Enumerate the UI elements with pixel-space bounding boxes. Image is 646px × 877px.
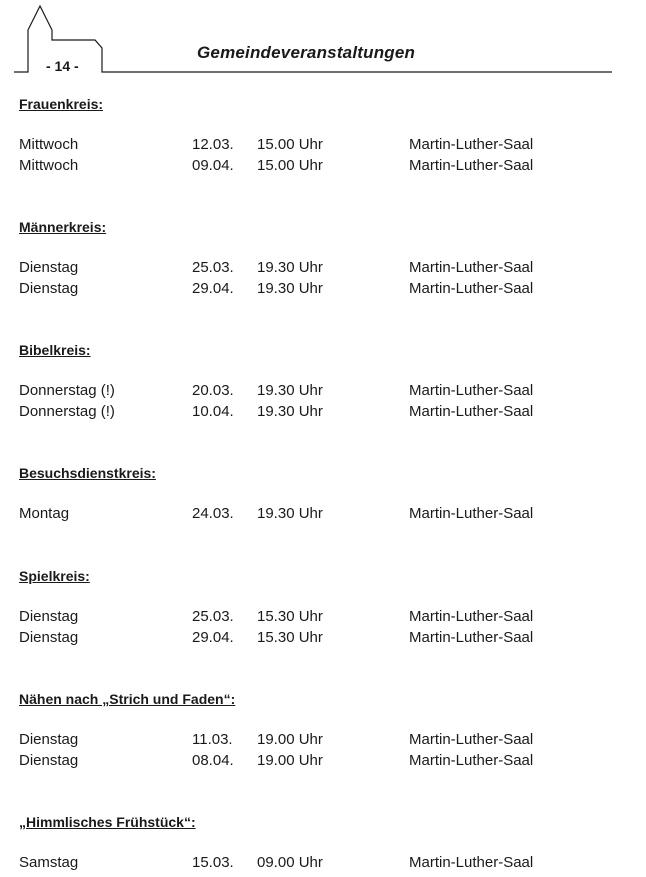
event-place: Martin-Luther-Saal (409, 136, 534, 153)
event-date: 29.04. (192, 280, 234, 297)
event-day: Dienstag (19, 608, 79, 625)
section-naehen (19, 689, 629, 771)
page-number: - 14 - (46, 58, 79, 74)
event-row (19, 401, 629, 422)
event-time: 09.00 Uhr (257, 854, 323, 871)
event-day: Donnerstag (!) (19, 382, 115, 399)
event-time: 15.00 Uhr (257, 157, 323, 174)
section-title: Frauenkreis: (19, 96, 104, 112)
event-day: Mittwoch (19, 136, 79, 153)
event-row (19, 852, 629, 873)
event-time: 19.00 Uhr (257, 731, 323, 748)
event-time: 19.30 Uhr (257, 505, 323, 522)
event-place: Martin-Luther-Saal (409, 280, 534, 297)
event-place: Martin-Luther-Saal (409, 854, 534, 871)
section-bibelkreis (19, 340, 629, 422)
event-row (19, 606, 629, 627)
event-place: Martin-Luther-Saal (409, 629, 534, 646)
event-day: Dienstag (19, 752, 79, 769)
section-title: Bibelkreis: (19, 342, 91, 358)
event-day: Dienstag (19, 280, 79, 297)
event-row (19, 729, 629, 750)
section-title: Spielkreis: (19, 568, 90, 584)
event-time: 19.30 Uhr (257, 382, 323, 399)
event-row (19, 380, 629, 401)
event-time: 19.30 Uhr (257, 403, 323, 420)
event-date: 12.03. (192, 136, 234, 153)
event-row (19, 503, 629, 524)
event-date: 09.04. (192, 157, 234, 174)
event-row (19, 750, 629, 771)
event-date: 08.04. (192, 752, 234, 769)
event-date: 25.03. (192, 259, 234, 276)
church-outline-icon (0, 0, 646, 80)
event-place: Martin-Luther-Saal (409, 608, 534, 625)
event-date: 24.03. (192, 505, 234, 522)
page-header (0, 0, 646, 80)
event-row (19, 155, 629, 176)
event-time: 19.30 Uhr (257, 259, 323, 276)
event-date: 11.03. (192, 731, 233, 748)
page-title: Gemeindeveranstaltungen (197, 43, 416, 62)
event-date: 25.03. (192, 608, 234, 625)
event-row (19, 627, 629, 648)
event-time: 15.00 Uhr (257, 136, 323, 153)
section-title: Nähen nach „Strich und Faden“: (19, 691, 236, 707)
section-title: Besuchsdienstkreis: (19, 465, 156, 481)
event-date: 10.04. (192, 403, 234, 420)
section-maennerkreis (19, 217, 629, 299)
event-row (19, 257, 629, 278)
event-row (19, 134, 629, 155)
event-place: Martin-Luther-Saal (409, 382, 534, 399)
event-date: 15.03. (192, 854, 234, 871)
event-place: Martin-Luther-Saal (409, 752, 534, 769)
section-himmlisches-fruehstueck (19, 812, 629, 873)
section-besuchsdienstkreis (19, 463, 629, 524)
event-date: 20.03. (192, 382, 234, 399)
event-place: Martin-Luther-Saal (409, 731, 534, 748)
event-date: 29.04. (192, 629, 234, 646)
event-time: 19.00 Uhr (257, 752, 323, 769)
event-row (19, 278, 629, 299)
event-time: 15.30 Uhr (257, 608, 323, 625)
event-day: Samstag (19, 854, 79, 871)
event-place: Martin-Luther-Saal (409, 403, 534, 420)
event-time: 19.30 Uhr (257, 280, 323, 297)
event-day: Dienstag (19, 731, 79, 748)
section-title: Männerkreis: (19, 219, 107, 235)
event-place: Martin-Luther-Saal (409, 157, 534, 174)
section-frauenkreis (19, 94, 629, 176)
event-place: Martin-Luther-Saal (409, 259, 534, 276)
event-day: Dienstag (19, 259, 79, 276)
event-day: Montag (19, 505, 70, 522)
event-day: Dienstag (19, 629, 79, 646)
section-spielkreis (19, 566, 629, 648)
section-title: „Himmlisches Frühstück“: (19, 814, 196, 830)
event-place: Martin-Luther-Saal (409, 505, 534, 522)
event-time: 15.30 Uhr (257, 629, 323, 646)
event-day: Mittwoch (19, 157, 79, 174)
event-day: Donnerstag (!) (19, 403, 115, 420)
